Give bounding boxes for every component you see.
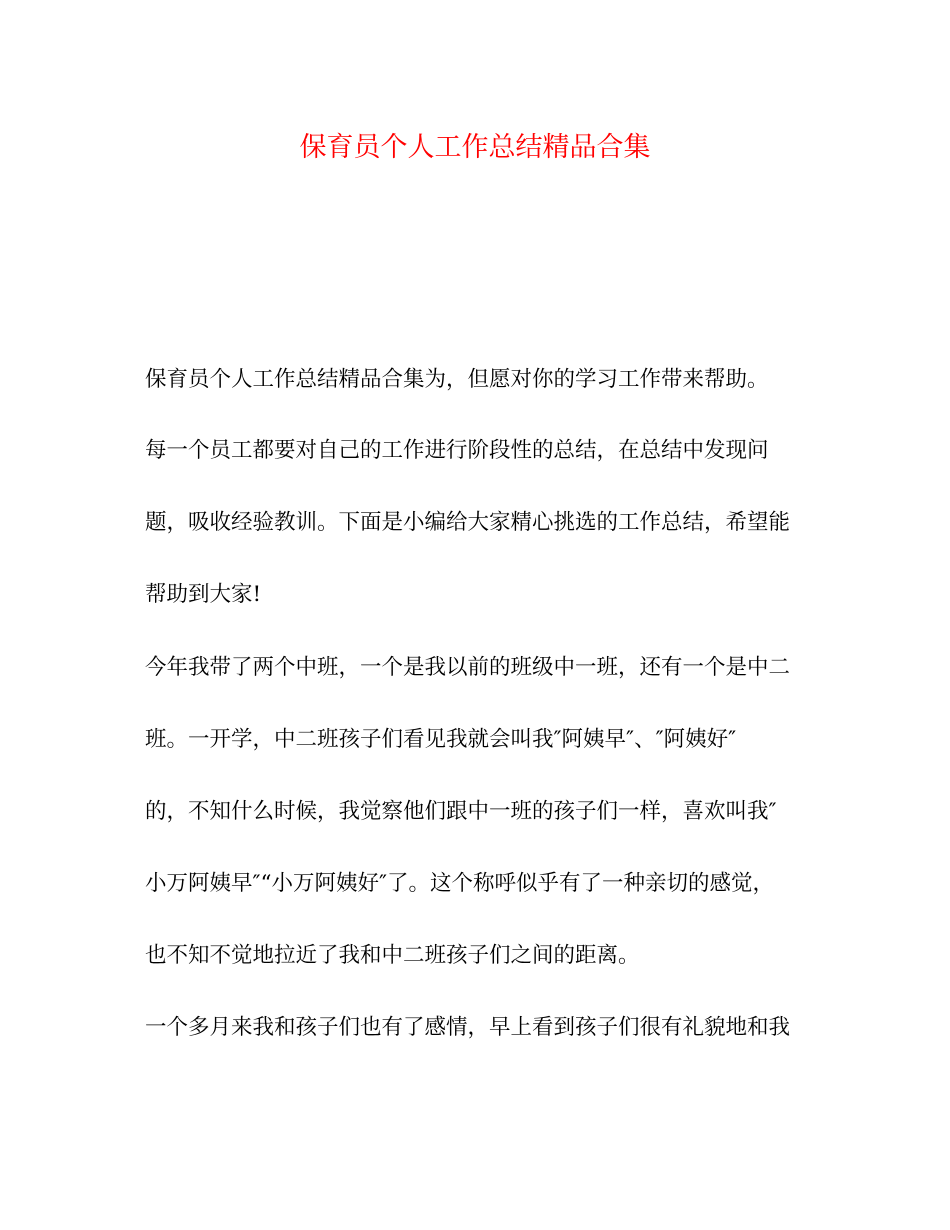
document-title: 保育员个人工作总结精品合集 xyxy=(299,132,651,163)
paragraph-line: 题，吸收经验教训。下面是小编给大家精心挑选的工作总结，希望能 xyxy=(145,510,791,535)
paragraph-line: 每一个员工都要对自己的工作进行阶段性的总结，在总结中发现问 xyxy=(145,438,769,463)
paragraph-line: 班。一开学，中二班孩子们看见我就会叫我″阿姨早″、″阿姨好″ xyxy=(145,727,737,752)
paragraph-line: 帮助到大家! xyxy=(145,582,262,607)
paragraph-line: 小万阿姨早″“小万阿姨好″了。这个称呼似乎有了一种亲切的感觉， xyxy=(145,871,775,896)
paragraph-line: 保育员个人工作总结精品合集为，但愿对你的学习工作带来帮助。 xyxy=(145,367,769,392)
paragraph-line: 的，不知什么时候，我觉察他们跟中一班的孩子们一样，喜欢叫我″ xyxy=(145,799,777,824)
paragraph-line: 也不知不觉地拉近了我和中二班孩子们之间的距离。 xyxy=(145,943,640,968)
paragraph-line: 今年我带了两个中班，一个是我以前的班级中一班，还有一个是中二 xyxy=(145,655,791,680)
paragraph-line: 一个多月来我和孩子们也有了感情，早上看到孩子们很有礼貌地和我 xyxy=(145,1015,791,1040)
